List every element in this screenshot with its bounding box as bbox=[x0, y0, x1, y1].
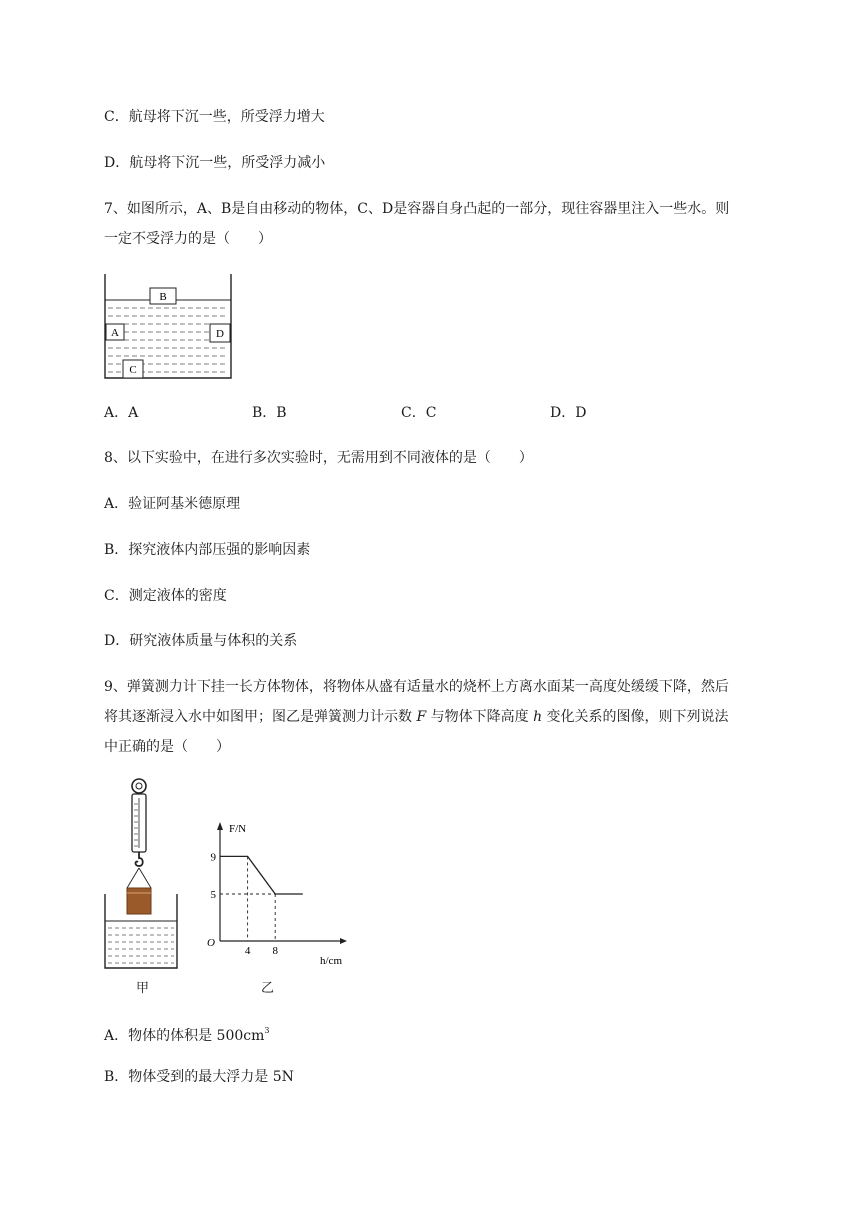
variable-f: F bbox=[416, 709, 427, 725]
q7-option-d: D．D bbox=[550, 405, 587, 421]
q7-option-a: A．A bbox=[104, 405, 139, 421]
q7-options bbox=[0, 402, 860, 422]
q9-option-b: B．物体受到的最大浮力是 5N bbox=[104, 1069, 294, 1085]
x-tick-label-8: 8 bbox=[272, 945, 278, 957]
x-axis-arrow bbox=[340, 938, 347, 944]
figure-yi-caption: 乙 bbox=[261, 981, 275, 996]
q7-stem-line2: 一定不受浮力的是（ ） bbox=[104, 231, 272, 247]
figure-jia-caption: 甲 bbox=[136, 981, 150, 996]
q6-option-c: C．航母将下沉一些，所受浮力增大 bbox=[104, 109, 325, 125]
y-tick-label-9: 9 bbox=[210, 851, 216, 864]
x-tick-label-4: 4 bbox=[244, 945, 251, 957]
label-d: D bbox=[216, 328, 224, 340]
variable-h: h bbox=[533, 709, 543, 725]
q9-stem-line1: 9、弹簧测力计下挂一长方体物体，将物体从盛有适量水的烧杯上方离水面某一高度处缓缓下降，然后 bbox=[104, 679, 729, 695]
series-line bbox=[220, 856, 303, 894]
q8-stem: 8、以下实验中，在进行多次实验时，无需用到不同液体的是（ ） bbox=[104, 450, 533, 466]
q8-option-b: B．探究液体内部压强的影响因素 bbox=[104, 542, 311, 558]
x-axis-label: h/cm bbox=[320, 955, 342, 967]
force-height-chart bbox=[200, 818, 360, 968]
origin-label: O bbox=[207, 937, 215, 949]
label-b: B bbox=[159, 291, 167, 303]
q6-option-d: D．航母将下沉一些，所受浮力减小 bbox=[104, 155, 326, 171]
q9-option-a: A．物体的体积是 $500cm^3$ bbox=[104, 1026, 270, 1044]
q7-stem-line1: 7、如图所示，A、B是自由移动的物体，C、D是容器自身凸起的一部分，现往容器里注入一些水。则 bbox=[104, 201, 730, 217]
q7-container-figure bbox=[98, 268, 240, 384]
y-axis-label: F/N bbox=[229, 823, 247, 835]
wooden-block bbox=[127, 888, 151, 914]
superscript-3: 3 bbox=[264, 1026, 270, 1035]
q8-option-d: D．研究液体质量与体积的关系 bbox=[104, 633, 298, 649]
q8-option-a: A．验证阿基米德原理 bbox=[104, 496, 241, 512]
q9-stem-line3: 中正确的是（ ） bbox=[104, 739, 230, 755]
y-tick-label-5: 5 bbox=[210, 889, 216, 901]
spring-scale-beaker-figure bbox=[98, 776, 188, 996]
q8-option-c: C．测定液体的密度 bbox=[104, 588, 227, 604]
q7-option-c: C．C bbox=[401, 405, 437, 421]
label-a: A bbox=[111, 327, 119, 339]
q9-stem-line2: 将其逐渐浸入水中如图甲；图乙是弹簧测力计示数 F 与物体下降高度 h 变化关系的图像，则下列说法 bbox=[104, 709, 729, 725]
y-axis-arrow bbox=[217, 822, 223, 830]
label-c: C bbox=[129, 364, 137, 376]
q7-option-b: B．B bbox=[252, 405, 287, 421]
